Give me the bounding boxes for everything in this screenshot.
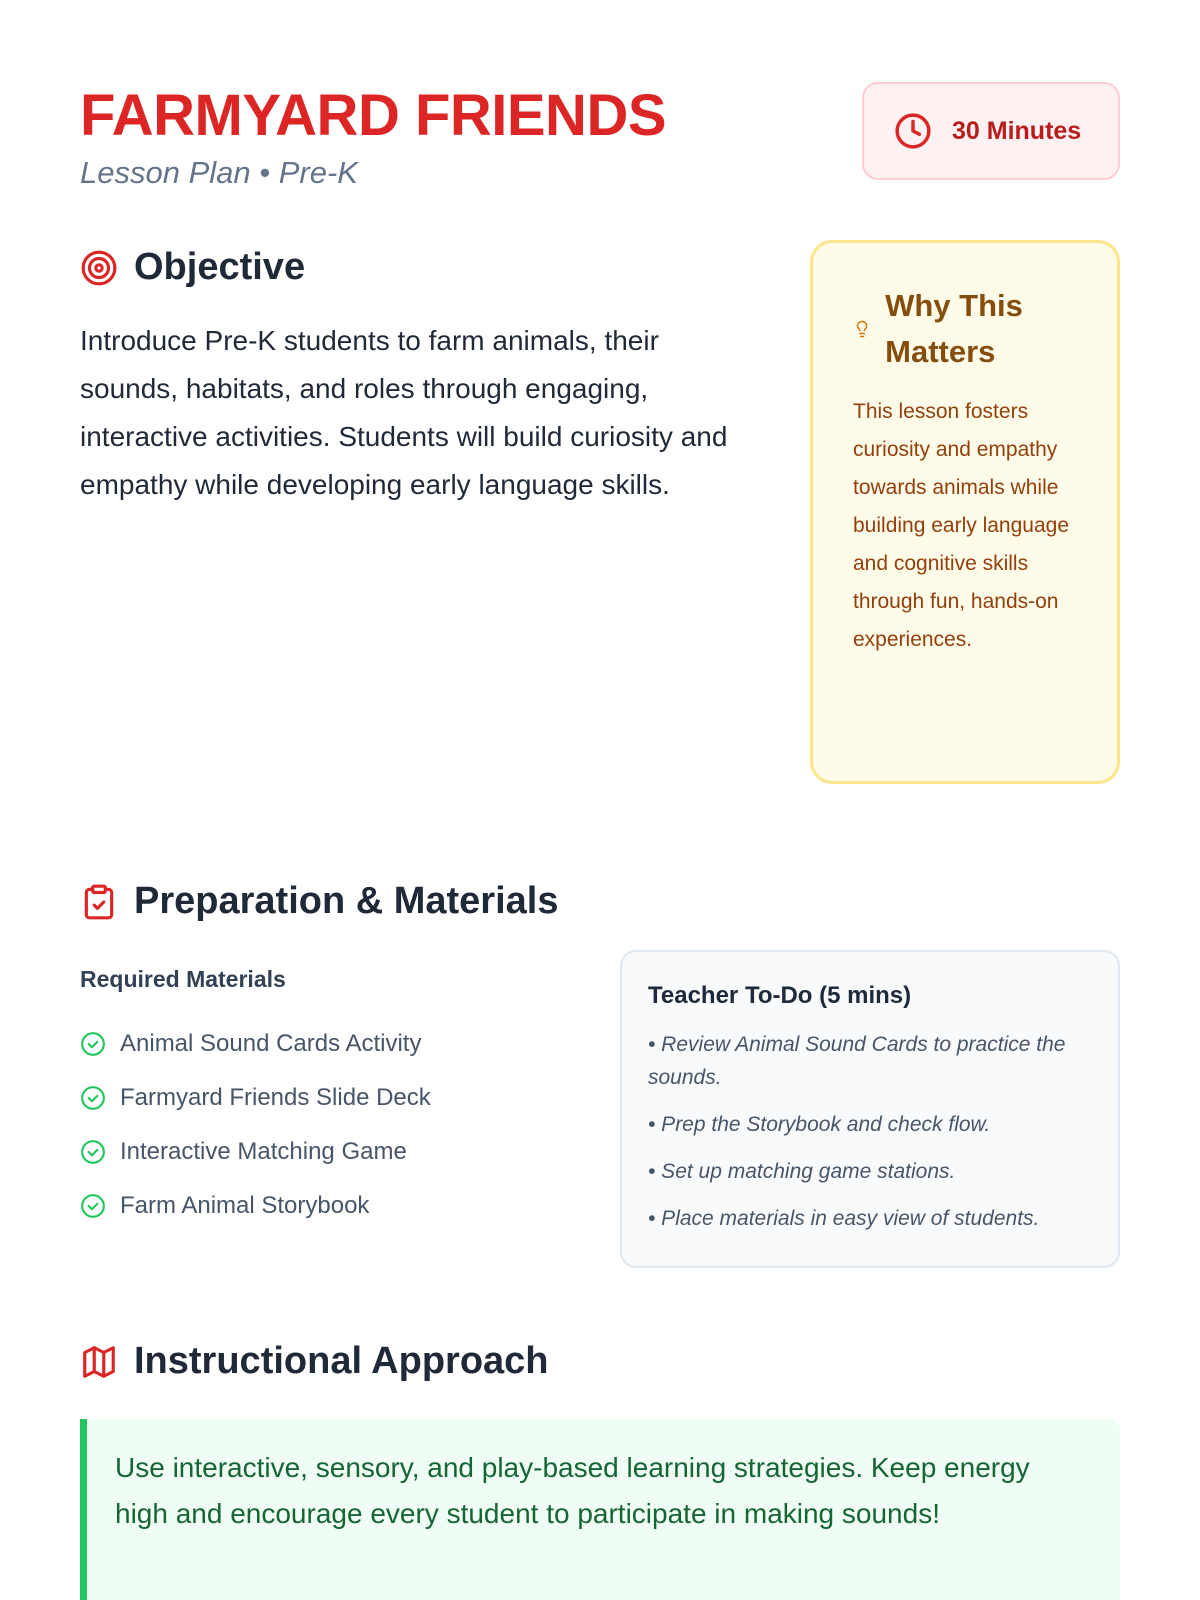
target-icon	[80, 249, 118, 287]
objective-heading	[80, 246, 760, 289]
material-label: Farm Animal Storybook	[120, 1192, 370, 1219]
approach-text: Use interactive, sensory, and play-based learning strategies. Keep energy high and encourage every student to participate in making sounds!	[115, 1452, 1030, 1529]
page-title: FARMYARD FRIENDS	[80, 83, 667, 148]
materials-list-section	[80, 966, 540, 1233]
instructional-section	[80, 1340, 1120, 1600]
preparation-heading	[80, 880, 1120, 923]
list-item: • Review Animal Sound Cards to practice the sounds.	[648, 1033, 1066, 1089]
why-text: This lesson fosters curiosity and empathy towards animals while building early language and cognitive skills through fun, hands-on experiences.	[853, 400, 1069, 651]
material-label: Farmyard Friends Slide Deck	[120, 1084, 431, 1111]
instructional-heading	[80, 1340, 1120, 1383]
header	[80, 80, 1120, 230]
objective-title: Objective	[134, 246, 306, 288]
list-item	[80, 1179, 540, 1233]
page-subtitle: Lesson Plan • Pre-K	[80, 155, 358, 190]
why-this-matters-card	[810, 240, 1120, 784]
approach-callout	[80, 1419, 1120, 1600]
clock-icon	[894, 112, 932, 150]
map-icon	[80, 1343, 118, 1381]
duration-label: 30 Minutes	[952, 116, 1082, 145]
preparation-section	[80, 880, 1120, 1340]
list-item	[80, 1017, 540, 1071]
instructional-title: Instructional Approach	[134, 1340, 549, 1382]
materials-list	[80, 1017, 540, 1233]
check-circle-icon	[80, 1031, 106, 1057]
material-label: Animal Sound Cards Activity	[120, 1030, 422, 1057]
list-item: • Place materials in easy view of students.	[648, 1207, 1040, 1230]
why-title: Why This Matters	[885, 288, 1023, 369]
preparation-title: Preparation & Materials	[134, 880, 559, 922]
todo-heading: Teacher To-Do (5 mins)	[648, 982, 912, 1009]
why-heading	[853, 283, 1079, 375]
duration-badge	[862, 82, 1120, 180]
check-circle-icon	[80, 1085, 106, 1111]
check-circle-icon	[80, 1139, 106, 1165]
objective-section	[80, 230, 760, 509]
objective-text: Introduce Pre-K students to farm animals, their sounds, habitats, and roles through engaging, interactive activities. Students will build curiosity and empathy while developing early language skills.	[80, 325, 728, 500]
list-item	[80, 1125, 540, 1179]
list-item	[80, 1071, 540, 1125]
objective-row	[80, 230, 1120, 880]
teacher-todo-card	[620, 950, 1120, 1268]
materials-heading: Required Materials	[80, 966, 286, 992]
list-item: • Prep the Storybook and check flow.	[648, 1113, 991, 1136]
check-circle-icon	[80, 1193, 106, 1219]
todo-list	[648, 1028, 1092, 1235]
clipboard-check-icon	[80, 883, 118, 921]
material-label: Interactive Matching Game	[120, 1138, 407, 1165]
lightbulb-icon	[853, 314, 871, 344]
list-item: • Set up matching game stations.	[648, 1160, 956, 1183]
